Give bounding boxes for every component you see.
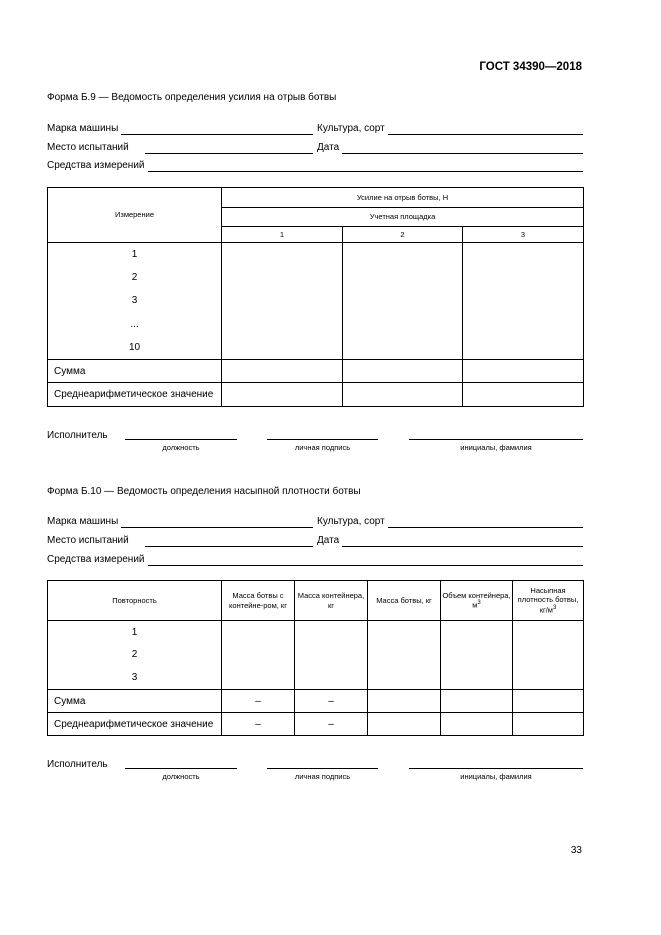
page-number: 33: [570, 845, 582, 856]
form2-data-cell[interactable]: [513, 713, 584, 736]
form1-data-cell[interactable]: [463, 383, 584, 407]
form1-data-cell[interactable]: [222, 360, 343, 383]
document-code: ГОСТ 34390—2018: [479, 61, 582, 73]
form2-row-label: 1: [131, 626, 138, 638]
form2-data-cell[interactable]: [441, 713, 513, 736]
form2-row-label: 3: [131, 672, 138, 684]
form2-data-cell[interactable]: [441, 621, 513, 690]
form1-name-line[interactable]: [409, 439, 583, 440]
form1-data-cell[interactable]: [463, 243, 584, 360]
form1-date-field[interactable]: [342, 153, 583, 154]
form2-data-cell[interactable]: [441, 690, 513, 713]
form2-col-mass-tops: Масса ботвы, кг: [368, 581, 441, 621]
form1-data-cell[interactable]: [222, 243, 343, 360]
form1-row-label: 10: [128, 341, 141, 353]
form2-table: [47, 580, 584, 736]
form1-executor-label: Исполнитель: [47, 430, 108, 441]
form1-data-cell[interactable]: [222, 383, 343, 407]
form1-machine-label: Марка машины: [47, 123, 119, 134]
form1-data-cell[interactable]: [343, 383, 463, 407]
form1-data-cell[interactable]: [343, 360, 463, 383]
form2-dash-cell: –: [295, 713, 368, 736]
form2-data-cell[interactable]: [222, 621, 295, 690]
form2-date-label: Дата: [317, 535, 340, 546]
form1-instruments-label: Средства измерений: [47, 160, 145, 171]
form1-position-line[interactable]: [125, 439, 237, 440]
form1-site-1: 1: [222, 227, 343, 243]
form2-signature-line[interactable]: [267, 768, 378, 769]
form2-data-cell[interactable]: [295, 621, 368, 690]
form2-title: Форма Б.10 — Ведомость определения насыпной плотности ботвы: [47, 486, 361, 497]
form2-culture-field[interactable]: [388, 527, 583, 528]
form1-site-2: 2: [343, 227, 463, 243]
form2-data-cell[interactable]: [513, 690, 584, 713]
form2-name-caption: инициалы, фамилия: [460, 772, 532, 781]
form2-name-line[interactable]: [409, 768, 583, 769]
form2-col-mass-container: Масса контейнера, кг: [295, 581, 368, 621]
form1-row-label: 2: [131, 272, 138, 284]
form1-group-header: Усилие на отрыв ботвы, Н: [222, 188, 584, 208]
form2-signature-caption: личная подпись: [294, 772, 351, 781]
form2-col-density: Насыпная плотность ботвы, $кг/м^3$: [513, 581, 584, 621]
form1-name-caption: инициалы, фамилия: [460, 443, 532, 452]
form1-culture-field[interactable]: [388, 134, 583, 135]
form1-row-label: 3: [131, 295, 138, 307]
form1-instruments-field[interactable]: [148, 171, 583, 172]
form1-place-field[interactable]: [145, 153, 313, 154]
form1-signature-line[interactable]: [267, 439, 378, 440]
form2-dash-cell: –: [295, 690, 368, 713]
form2-col-repeat: Повторность: [48, 581, 222, 621]
form1-place-label: Место испытаний: [47, 142, 129, 153]
form2-avg-label: Среднеарифметическое значение: [48, 713, 222, 736]
form1-sub-header: Учетная площадка: [222, 208, 584, 227]
form1-sum-label: Сумма: [48, 360, 222, 383]
form2-sum-label: Сумма: [48, 690, 222, 713]
form1-table: [47, 187, 584, 407]
form1-position-caption: должность: [162, 443, 200, 452]
form2-data-cell[interactable]: [368, 621, 441, 690]
form2-position-line[interactable]: [125, 768, 237, 769]
form2-machine-field[interactable]: [121, 527, 313, 528]
form1-title: Форма Б.9 — Ведомость определения усилия на отрыв ботвы: [47, 92, 337, 103]
form1-rows-cell: [48, 243, 222, 360]
form2-data-cell[interactable]: [368, 713, 441, 736]
form2-machine-label: Марка машины: [47, 516, 119, 527]
form2-data-cell[interactable]: [368, 690, 441, 713]
form1-signature-caption: личная подпись: [294, 443, 351, 452]
form1-col-measure: Измерение: [48, 188, 222, 243]
form1-data-cell[interactable]: [463, 360, 584, 383]
form1-row-label: 1: [131, 249, 138, 261]
form2-instruments-label: Средства измерений: [47, 554, 145, 565]
form2-dash-cell: –: [222, 713, 295, 736]
form1-culture-label: Культура, сорт: [317, 123, 385, 134]
form2-instruments-field[interactable]: [148, 565, 583, 566]
form2-executor-label: Исполнитель: [47, 759, 108, 770]
form2-date-field[interactable]: [342, 546, 583, 547]
form1-row-label: ...: [130, 318, 139, 330]
form2-col-mass-with: Масса ботвы с контейне-ром, кг: [222, 581, 295, 621]
form1-date-label: Дата: [317, 142, 340, 153]
form2-data-cell[interactable]: [513, 621, 584, 690]
form1-avg-label: Среднеарифметическое значение: [48, 383, 222, 407]
form1-data-cell[interactable]: [343, 243, 463, 360]
form2-place-label: Место испытаний: [47, 535, 129, 546]
form2-col-volume: Объем контейнера, $м^3$: [441, 581, 513, 621]
form2-dash-cell: –: [222, 690, 295, 713]
form2-position-caption: должность: [162, 772, 200, 781]
form1-machine-field[interactable]: [121, 134, 313, 135]
form1-site-3: 3: [463, 227, 584, 243]
form2-place-field[interactable]: [145, 546, 313, 547]
form2-row-label: 2: [131, 649, 138, 661]
form2-culture-label: Культура, сорт: [317, 516, 385, 527]
form2-rows-cell: [48, 621, 222, 690]
